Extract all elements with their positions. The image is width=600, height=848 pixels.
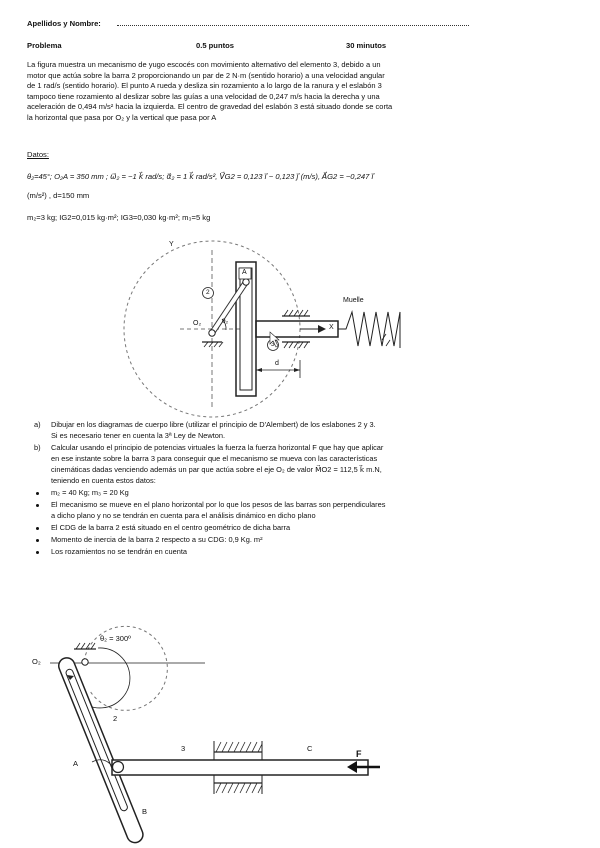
statement-line: motor que actúa sobre la barra 2 proporcionando un par de 2 N·m (sentido horario) a una velocidad angular	[27, 70, 385, 80]
o2-pin	[209, 330, 215, 336]
question-a-line: Dibujar en los diagramas de cuerpo libre (utilizar el principio de D'Alembert) de los eslabones 2 y 3.	[51, 420, 376, 429]
statement-line: tampoco tiene rozamiento al deslizar sobre las guías a una velocidad de 0,247 m/s hacia la derecha y una	[27, 91, 380, 101]
spring	[338, 312, 400, 348]
question-a-line: Si es necesario tener en cuenta la 3ª Ley de Newton.	[51, 431, 226, 440]
fig1-d-label: d	[275, 360, 279, 367]
datos-line-1: θ₂=45°; O₂A = 350 mm ; ω⃗₂ = −1 k⃗ rad/s; α⃗₂ = 1 k⃗ rad/s², V⃗G2 = 0,123 i⃗ − 0,123 j⃗ (m/s), A⃗G2 = −0,247 i⃗	[27, 172, 374, 181]
fig1-y-label: Y	[169, 241, 174, 248]
fig2-theta-label: θ₂ = 300º	[100, 634, 131, 643]
points-label: 0.5 puntos	[196, 41, 234, 50]
fig2-link2-label: 2	[113, 714, 118, 723]
fig2-c-label: C	[307, 744, 313, 753]
fig2-link3-label: 3	[181, 744, 186, 753]
fig2-a-pin	[113, 762, 124, 773]
datos-line-2: (m/s²) , d=150 mm	[27, 191, 90, 200]
problem-label: Problema	[27, 41, 62, 50]
statement-line: de 1 rad/s (sentido horario). El punto A rueda y desliza sin rozamiento a lo largo de la ranura y el eslabón 3	[27, 81, 382, 91]
fig2-a-label: A	[73, 759, 79, 768]
question-b-line: Calcular usando el principio de potencias virtuales la fuerza la fuerza horizontal F que hay que aplicar	[51, 443, 384, 452]
question-a-letter: a)	[34, 420, 41, 429]
fig1-o2-label: O₂	[193, 320, 202, 327]
time-label: 30 minutos	[346, 41, 387, 50]
fig2-b-label: B	[142, 807, 148, 816]
statement-line: La figura muestra un mecanismo de yugo escocés con movimiento alternativo del elemento 3, debido a un	[27, 60, 381, 69]
figure-2-group	[50, 626, 368, 845]
fig1-spring-label: Muelle	[343, 297, 364, 304]
datos-title: Datos:	[27, 150, 49, 159]
bullet-item: Momento de inercia de la barra 2 respecto a su CDG: 0,9 Kg. m²	[51, 535, 263, 544]
statement-line: aceleración de 0,494 m/s² hacia la izquierda. El centro de gravedad del eslabón 3 está situado donde se corta	[27, 102, 393, 112]
bullet-item: Los rozamientos no se tendrán en cuenta	[51, 547, 187, 556]
fig1-theta-label: θ₂	[222, 318, 229, 325]
bullet-dot	[36, 504, 39, 507]
fig2-f-label: F	[356, 749, 362, 759]
x-arrow-head	[318, 325, 326, 333]
name-label: Apellidos y Nombre:	[27, 19, 101, 28]
question-b-line: cinemáticas dadas venciendo además un par que actúa sobre el eje O₂ de valor M⃗O2 = 112,5 k⃗ m.N,	[51, 465, 382, 474]
question-b-line: en ese instante sobre la barra 3 para conseguir que el mecanismo se mueva con las características	[51, 454, 378, 463]
datos-line-3: m₂=3 kg; IG2=0,015 kg·m²; IG3=0,030 kg·m²; m₃=5 kg	[27, 213, 211, 222]
fig2-o2-label: O₂	[32, 657, 41, 666]
fig1-a-label: A	[242, 269, 247, 276]
a-pin	[243, 279, 249, 285]
bullet-item: El CDG de la barra 2 está situado en el centro geométrico de dicha barra	[51, 523, 291, 532]
bullet-item: a dicho plano y no se tendrán en cuenta para el análisis dinámico en dicho plano	[51, 511, 316, 520]
statement-line: la horizontal que pasa por O₂ y la vertical que pasa por A	[27, 112, 217, 122]
bullet-dot	[36, 551, 39, 554]
fig1-link3-label: 3	[271, 341, 275, 348]
bullet-dot	[36, 539, 39, 542]
question-b-letter: b)	[34, 443, 41, 452]
question-b-line: teniendo en cuenta estos datos:	[51, 476, 156, 485]
bullet-item: m₂ = 40 Kg; m₃ = 20 Kg	[51, 488, 129, 497]
fig1-link2-label: 2	[206, 289, 210, 296]
bullet-item: El mecanismo se mueve en el plano horizontal por lo que los pesos de las barras son perpendiculares	[51, 500, 386, 509]
bullet-dot	[36, 492, 39, 495]
bullet-dot	[36, 527, 39, 530]
fig2-o2-pin	[82, 659, 88, 665]
fig1-x-label: X	[329, 324, 334, 331]
